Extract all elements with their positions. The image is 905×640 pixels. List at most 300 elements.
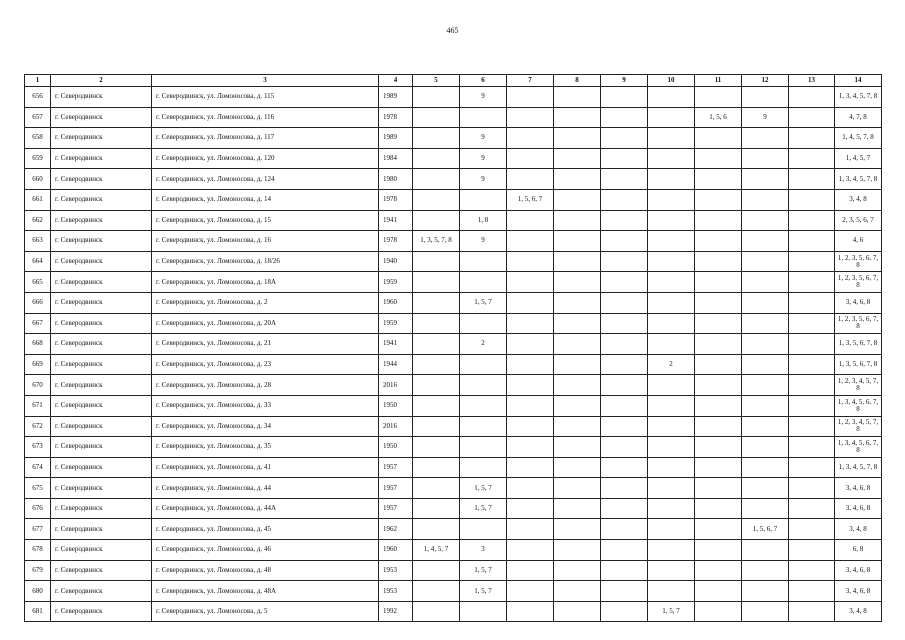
table-row bbox=[25, 457, 882, 478]
column-header: 10 bbox=[648, 75, 695, 87]
table-cell bbox=[460, 354, 507, 375]
table-cell: 1, 2, 3, 5, 6, 7, 8 bbox=[835, 313, 882, 334]
table-cell: 1, 5, 6 bbox=[695, 107, 742, 128]
table-cell bbox=[742, 457, 789, 478]
table-cell: г. Северодвинск, ул. Ломоносова, д. 116 bbox=[152, 107, 379, 128]
table-cell: г. Северодвинск bbox=[51, 272, 152, 293]
table-cell bbox=[789, 128, 835, 149]
table-row bbox=[25, 395, 882, 416]
table-cell bbox=[695, 128, 742, 149]
table-row bbox=[25, 251, 882, 272]
table-cell: 3, 4, 6, 8 bbox=[835, 560, 882, 581]
table-cell bbox=[413, 107, 460, 128]
table-cell bbox=[507, 540, 554, 561]
table-cell: 4, 7, 8 bbox=[835, 107, 882, 128]
table-cell bbox=[554, 148, 601, 169]
table-cell: г. Северодвинск bbox=[51, 87, 152, 108]
table-cell bbox=[601, 231, 648, 252]
table-cell bbox=[742, 148, 789, 169]
table-cell: г. Северодвинск, ул. Ломоносова, д. 35 bbox=[152, 437, 379, 458]
table-cell: г. Северодвинск, ул. Ломоносова, д. 2 bbox=[152, 292, 379, 313]
table-cell bbox=[413, 292, 460, 313]
table-cell bbox=[413, 272, 460, 293]
table-cell: 1959 bbox=[379, 313, 413, 334]
table-cell: 1957 bbox=[379, 478, 413, 499]
table-cell: 676 bbox=[25, 498, 51, 519]
table-cell: 1950 bbox=[379, 395, 413, 416]
table-cell: 1, 5, 7 bbox=[460, 498, 507, 519]
table-cell: 3 bbox=[460, 540, 507, 561]
table-cell bbox=[648, 416, 695, 437]
table-row bbox=[25, 560, 882, 581]
table-cell: г. Северодвинск bbox=[51, 169, 152, 190]
table-cell: г. Северодвинск, ул. Ломоносова, д. 48А bbox=[152, 581, 379, 602]
table-cell bbox=[413, 87, 460, 108]
table-cell: 1984 bbox=[379, 148, 413, 169]
column-header: 3 bbox=[152, 75, 379, 87]
table-cell: 1, 3, 5, 6, 7, 8 bbox=[835, 354, 882, 375]
table-cell bbox=[695, 498, 742, 519]
table-cell: 1941 bbox=[379, 334, 413, 355]
table-cell: г. Северодвинск, ул. Ломоносова, д. 117 bbox=[152, 128, 379, 149]
table-cell: г. Северодвинск, ул. Ломоносова, д. 18/26 bbox=[152, 251, 379, 272]
table-cell bbox=[554, 375, 601, 396]
column-header: 2 bbox=[51, 75, 152, 87]
table-cell bbox=[601, 313, 648, 334]
table-cell: г. Северодвинск bbox=[51, 519, 152, 540]
table-cell bbox=[460, 313, 507, 334]
table-cell: 1959 bbox=[379, 272, 413, 293]
table-cell bbox=[460, 437, 507, 458]
table-cell bbox=[742, 313, 789, 334]
table-cell: 1, 3, 4, 5, 7, 8 bbox=[835, 87, 882, 108]
table-cell bbox=[554, 395, 601, 416]
table-cell bbox=[554, 107, 601, 128]
table-cell: 1980 bbox=[379, 169, 413, 190]
table-cell bbox=[695, 560, 742, 581]
table-cell bbox=[789, 169, 835, 190]
table-header-row bbox=[25, 75, 882, 87]
page-number: 465 bbox=[446, 26, 459, 35]
table-cell bbox=[413, 334, 460, 355]
table-cell bbox=[789, 251, 835, 272]
table-cell: г. Северодвинск, ул. Ломоносова, д. 21 bbox=[152, 334, 379, 355]
table-cell: 675 bbox=[25, 478, 51, 499]
table-cell: 2 bbox=[460, 334, 507, 355]
table-cell bbox=[648, 128, 695, 149]
table-cell: 657 bbox=[25, 107, 51, 128]
table-body bbox=[25, 87, 882, 622]
table-cell: 2 bbox=[648, 354, 695, 375]
table-cell: г. Северодвинск, ул. Ломоносова, д. 28 bbox=[152, 375, 379, 396]
table-cell bbox=[601, 581, 648, 602]
table-cell bbox=[460, 272, 507, 293]
table-cell bbox=[507, 148, 554, 169]
table-cell bbox=[789, 416, 835, 437]
table-cell: 660 bbox=[25, 169, 51, 190]
table-cell: 1, 5, 7 bbox=[460, 478, 507, 499]
table-cell: 661 bbox=[25, 189, 51, 210]
table-cell: 656 bbox=[25, 87, 51, 108]
table-cell bbox=[413, 457, 460, 478]
table-cell: 3, 4, 8 bbox=[835, 519, 882, 540]
table-cell bbox=[554, 519, 601, 540]
table-cell bbox=[789, 437, 835, 458]
table-cell: г. Северодвинск bbox=[51, 581, 152, 602]
table-cell bbox=[695, 375, 742, 396]
table-cell: г. Северодвинск bbox=[51, 395, 152, 416]
table-cell bbox=[648, 313, 695, 334]
table-cell bbox=[413, 581, 460, 602]
table-cell: 667 bbox=[25, 313, 51, 334]
table-cell bbox=[460, 416, 507, 437]
table-cell: г. Северодвинск bbox=[51, 498, 152, 519]
table-cell bbox=[695, 231, 742, 252]
table-cell bbox=[554, 437, 601, 458]
table-cell bbox=[601, 375, 648, 396]
table-cell bbox=[507, 478, 554, 499]
table-cell bbox=[507, 416, 554, 437]
table-cell bbox=[648, 498, 695, 519]
table-cell: 1, 3, 4, 5, 7, 8 bbox=[835, 169, 882, 190]
table-row bbox=[25, 148, 882, 169]
table-cell: г. Северодвинск, ул. Ломоносова, д. 115 bbox=[152, 87, 379, 108]
table-cell: 1960 bbox=[379, 292, 413, 313]
table-cell bbox=[742, 231, 789, 252]
table-cell bbox=[507, 354, 554, 375]
table-cell bbox=[601, 457, 648, 478]
table-cell: г. Северодвинск, ул. Ломоносова, д. 18А bbox=[152, 272, 379, 293]
table-cell: 672 bbox=[25, 416, 51, 437]
table-cell bbox=[601, 128, 648, 149]
table-cell bbox=[554, 292, 601, 313]
table-cell: 1, 2, 3, 4, 5, 7, 8 bbox=[835, 375, 882, 396]
table-cell bbox=[413, 169, 460, 190]
table-cell: 671 bbox=[25, 395, 51, 416]
column-header: 4 bbox=[379, 75, 413, 87]
table-cell: г. Северодвинск bbox=[51, 416, 152, 437]
table-row bbox=[25, 437, 882, 458]
table-cell bbox=[507, 272, 554, 293]
table-cell: 677 bbox=[25, 519, 51, 540]
table-cell bbox=[601, 498, 648, 519]
table-cell: 9 bbox=[742, 107, 789, 128]
table-cell bbox=[742, 334, 789, 355]
table-cell: г. Северодвинск bbox=[51, 313, 152, 334]
column-header: 14 bbox=[835, 75, 882, 87]
table-cell: 673 bbox=[25, 437, 51, 458]
table-cell bbox=[413, 354, 460, 375]
table-cell bbox=[789, 334, 835, 355]
table-cell: 1957 bbox=[379, 498, 413, 519]
column-header: 8 bbox=[554, 75, 601, 87]
table-cell: 1989 bbox=[379, 128, 413, 149]
table-cell: 663 bbox=[25, 231, 51, 252]
table-row bbox=[25, 334, 882, 355]
table-cell: г. Северодвинск, ул. Ломоносова, д. 16 bbox=[152, 231, 379, 252]
table-cell: 664 bbox=[25, 251, 51, 272]
table-cell: 1, 3, 4, 5, 6, 7, 8 bbox=[835, 437, 882, 458]
table-cell bbox=[413, 375, 460, 396]
table-cell bbox=[507, 457, 554, 478]
table-cell: 9 bbox=[460, 148, 507, 169]
table-cell: 1950 bbox=[379, 437, 413, 458]
table-cell bbox=[742, 375, 789, 396]
table-cell: 665 bbox=[25, 272, 51, 293]
table-row bbox=[25, 375, 882, 396]
table-cell: г. Северодвинск, ул. Ломоносова, д. 33 bbox=[152, 395, 379, 416]
table-cell: 1, 2, 3, 4, 5, 7, 8 bbox=[835, 416, 882, 437]
table-cell bbox=[742, 478, 789, 499]
table-cell bbox=[507, 334, 554, 355]
table-cell bbox=[742, 354, 789, 375]
table-cell bbox=[554, 251, 601, 272]
table-cell bbox=[789, 148, 835, 169]
table-cell: 658 bbox=[25, 128, 51, 149]
table-cell bbox=[554, 313, 601, 334]
table-cell bbox=[695, 354, 742, 375]
table-cell: г. Северодвинск, ул. Ломоносова, д. 34 bbox=[152, 416, 379, 437]
table-cell bbox=[554, 601, 601, 622]
table-cell bbox=[695, 148, 742, 169]
table-cell bbox=[601, 540, 648, 561]
table-cell bbox=[554, 189, 601, 210]
table-cell bbox=[601, 107, 648, 128]
table-cell: 1944 bbox=[379, 354, 413, 375]
table-cell bbox=[601, 189, 648, 210]
table-cell bbox=[554, 231, 601, 252]
table-cell bbox=[695, 478, 742, 499]
table-cell bbox=[648, 189, 695, 210]
table-cell bbox=[554, 478, 601, 499]
table-cell: 9 bbox=[460, 169, 507, 190]
table-cell bbox=[601, 354, 648, 375]
table-cell: г. Северодвинск, ул. Ломоносова, д. 45 bbox=[152, 519, 379, 540]
table-row bbox=[25, 169, 882, 190]
table-cell bbox=[413, 560, 460, 581]
table-cell: г. Северодвинск bbox=[51, 128, 152, 149]
table-cell bbox=[507, 519, 554, 540]
table-cell: 4, 6 bbox=[835, 231, 882, 252]
table-cell bbox=[695, 457, 742, 478]
table-cell bbox=[789, 313, 835, 334]
table-cell: г. Северодвинск bbox=[51, 375, 152, 396]
table-cell bbox=[601, 87, 648, 108]
table-cell bbox=[648, 457, 695, 478]
table-cell bbox=[413, 478, 460, 499]
table-cell: г. Северодвинск bbox=[51, 251, 152, 272]
table-cell: 662 bbox=[25, 210, 51, 231]
table-cell bbox=[789, 540, 835, 561]
table-cell bbox=[695, 540, 742, 561]
table-cell: 3, 4, 8 bbox=[835, 189, 882, 210]
table-cell bbox=[601, 478, 648, 499]
table-cell: г. Северодвинск bbox=[51, 231, 152, 252]
table-cell bbox=[413, 210, 460, 231]
table-row bbox=[25, 313, 882, 334]
table-cell bbox=[789, 375, 835, 396]
table-cell: 1, 4, 5, 7, 8 bbox=[835, 128, 882, 149]
table-cell bbox=[742, 560, 789, 581]
table-cell bbox=[648, 292, 695, 313]
table-cell bbox=[507, 601, 554, 622]
table-cell: 1957 bbox=[379, 457, 413, 478]
table-cell bbox=[507, 395, 554, 416]
table-cell bbox=[648, 169, 695, 190]
table-cell bbox=[601, 292, 648, 313]
table-cell bbox=[742, 128, 789, 149]
table-cell bbox=[507, 560, 554, 581]
table-row bbox=[25, 210, 882, 231]
table-cell: 1978 bbox=[379, 107, 413, 128]
table-cell bbox=[789, 478, 835, 499]
table-cell: 1, 8 bbox=[460, 210, 507, 231]
table-row bbox=[25, 272, 882, 293]
table-cell bbox=[695, 395, 742, 416]
table-row bbox=[25, 128, 882, 149]
table-cell: 1, 5, 7 bbox=[648, 601, 695, 622]
table-cell bbox=[460, 601, 507, 622]
table-cell bbox=[648, 540, 695, 561]
table-cell bbox=[742, 416, 789, 437]
table-cell bbox=[648, 478, 695, 499]
table-cell bbox=[413, 148, 460, 169]
table-cell: г. Северодвинск bbox=[51, 189, 152, 210]
table-cell bbox=[789, 498, 835, 519]
table-cell bbox=[742, 581, 789, 602]
table-cell bbox=[648, 519, 695, 540]
table-cell: 1, 4, 5, 7 bbox=[835, 148, 882, 169]
table-cell: 1, 3, 5, 7, 8 bbox=[413, 231, 460, 252]
table-cell: 670 bbox=[25, 375, 51, 396]
table-cell: г. Северодвинск bbox=[51, 148, 152, 169]
table-cell: г. Северодвинск, ул. Ломоносова, д. 14 bbox=[152, 189, 379, 210]
table-cell bbox=[413, 395, 460, 416]
table-cell: г. Северодвинск, ул. Ломоносова, д. 44А bbox=[152, 498, 379, 519]
table-cell: 9 bbox=[460, 231, 507, 252]
table-cell bbox=[742, 210, 789, 231]
table-row bbox=[25, 540, 882, 561]
table-cell: г. Северодвинск, ул. Ломоносова, д. 46 bbox=[152, 540, 379, 561]
table-cell bbox=[507, 375, 554, 396]
table-cell bbox=[695, 189, 742, 210]
table-cell bbox=[742, 272, 789, 293]
table-row bbox=[25, 292, 882, 313]
table-cell: 2016 bbox=[379, 375, 413, 396]
table-cell bbox=[789, 560, 835, 581]
table-row bbox=[25, 416, 882, 437]
table-cell bbox=[789, 210, 835, 231]
table-cell bbox=[648, 210, 695, 231]
table-cell bbox=[554, 354, 601, 375]
table-cell bbox=[554, 416, 601, 437]
table-cell bbox=[601, 251, 648, 272]
table-cell: г. Северодвинск bbox=[51, 540, 152, 561]
table-cell bbox=[507, 292, 554, 313]
table-cell bbox=[554, 498, 601, 519]
table-cell bbox=[648, 395, 695, 416]
table-cell bbox=[648, 107, 695, 128]
table-cell: г. Северодвинск, ул. Ломоносова, д. 44 bbox=[152, 478, 379, 499]
table-cell bbox=[507, 210, 554, 231]
column-header: 13 bbox=[789, 75, 835, 87]
table-cell bbox=[554, 210, 601, 231]
table-cell bbox=[460, 375, 507, 396]
table-cell bbox=[554, 560, 601, 581]
table-cell bbox=[554, 540, 601, 561]
table-cell bbox=[695, 272, 742, 293]
table-cell bbox=[695, 169, 742, 190]
table-cell bbox=[648, 251, 695, 272]
table-cell: 1960 bbox=[379, 540, 413, 561]
table-cell: 1978 bbox=[379, 231, 413, 252]
table-cell: 1, 2, 3, 5, 6, 7, 8 bbox=[835, 272, 882, 293]
table-cell bbox=[507, 313, 554, 334]
table-cell: г. Северодвинск bbox=[51, 560, 152, 581]
table-cell bbox=[601, 395, 648, 416]
table-cell bbox=[695, 313, 742, 334]
table-cell bbox=[601, 334, 648, 355]
table-row bbox=[25, 519, 882, 540]
table-cell: г. Северодвинск, ул. Ломоносова, д. 124 bbox=[152, 169, 379, 190]
table-cell bbox=[413, 189, 460, 210]
table-row bbox=[25, 478, 882, 499]
table-cell bbox=[789, 272, 835, 293]
table-cell: г. Северодвинск, ул. Ломоносова, д. 41 bbox=[152, 457, 379, 478]
table-cell bbox=[742, 189, 789, 210]
table-cell bbox=[460, 189, 507, 210]
table-cell bbox=[554, 128, 601, 149]
table-cell bbox=[601, 437, 648, 458]
table-cell bbox=[507, 581, 554, 602]
table-cell: г. Северодвинск bbox=[51, 354, 152, 375]
table-cell: г. Северодвинск bbox=[51, 334, 152, 355]
table-cell: 9 bbox=[460, 128, 507, 149]
table-cell bbox=[507, 437, 554, 458]
table-cell: 1953 bbox=[379, 581, 413, 602]
table-cell bbox=[554, 457, 601, 478]
table-cell bbox=[742, 437, 789, 458]
table-cell bbox=[789, 292, 835, 313]
table-cell bbox=[554, 169, 601, 190]
table-cell: 669 bbox=[25, 354, 51, 375]
table-cell: 1978 bbox=[379, 189, 413, 210]
table-cell: 3, 4, 6, 8 bbox=[835, 478, 882, 499]
table-cell bbox=[413, 313, 460, 334]
table-cell bbox=[695, 251, 742, 272]
table-cell: г. Северодвинск, ул. Ломоносова, д. 5 bbox=[152, 601, 379, 622]
table-cell bbox=[413, 128, 460, 149]
table-cell: г. Северодвинск bbox=[51, 437, 152, 458]
table-cell bbox=[413, 416, 460, 437]
table-cell bbox=[413, 498, 460, 519]
table-cell: 1, 3, 4, 5, 7, 8 bbox=[835, 457, 882, 478]
table-cell bbox=[507, 87, 554, 108]
table-cell bbox=[507, 169, 554, 190]
table-cell bbox=[789, 457, 835, 478]
table-row bbox=[25, 601, 882, 622]
table-cell bbox=[601, 560, 648, 581]
column-header: 6 bbox=[460, 75, 507, 87]
table-cell bbox=[601, 519, 648, 540]
table-cell bbox=[460, 107, 507, 128]
table-cell bbox=[601, 148, 648, 169]
table-cell bbox=[789, 107, 835, 128]
table-cell bbox=[695, 437, 742, 458]
table-cell bbox=[648, 581, 695, 602]
table-cell bbox=[695, 416, 742, 437]
table-cell: 1962 bbox=[379, 519, 413, 540]
